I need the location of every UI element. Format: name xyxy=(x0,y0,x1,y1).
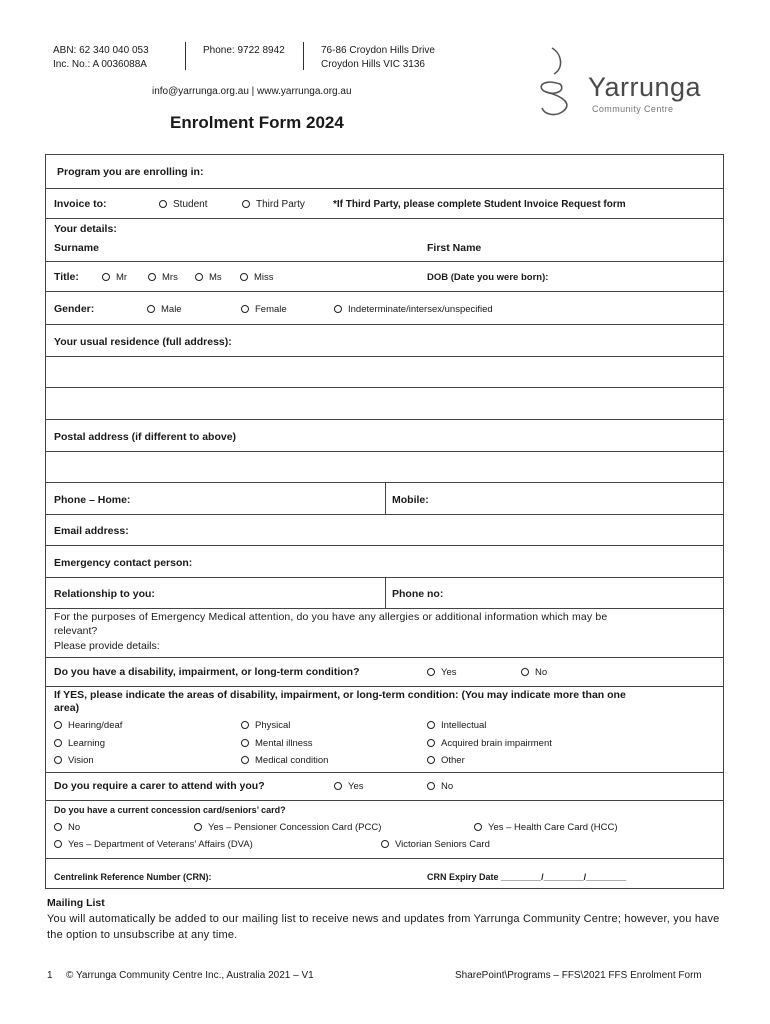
radio-icon xyxy=(427,782,435,790)
gender-female-radio[interactable]: Female xyxy=(241,303,287,316)
radio-icon xyxy=(240,273,248,281)
header-divider xyxy=(185,42,186,70)
title-ms-radio[interactable]: Ms xyxy=(195,271,222,284)
radio-icon xyxy=(148,273,156,281)
concession-seniors-radio[interactable]: Victorian Seniors Card xyxy=(381,838,490,851)
radio-icon xyxy=(194,823,202,831)
inc-no-text: Inc. No.: A 0036088A xyxy=(53,59,147,70)
gender-label: Gender: xyxy=(54,303,95,315)
postal-row[interactable] xyxy=(46,419,723,451)
residence-line-2[interactable] xyxy=(46,356,723,387)
radio-icon xyxy=(427,668,435,676)
header-divider xyxy=(303,42,304,70)
concession-row xyxy=(46,800,723,858)
title-miss-radio[interactable]: Miss xyxy=(240,271,274,284)
postal-line-2[interactable] xyxy=(46,451,723,482)
dob-label: DOB (Date you were born): xyxy=(427,272,549,283)
column-divider xyxy=(385,483,386,514)
areas-question-1: If YES, please indicate the areas of disability, impairment, or long-term condition: (You may indicate more than one xyxy=(54,689,626,701)
gender-male-radio[interactable]: Male xyxy=(147,303,182,316)
medical-text-1: For the purposes of Emergency Medical attention, do you have any allergies or additional information which may be xyxy=(54,611,608,623)
relationship-row xyxy=(46,577,723,608)
emergency-row[interactable] xyxy=(46,545,723,577)
radio-icon xyxy=(147,305,155,313)
emergency-label: Emergency contact person: xyxy=(54,557,193,569)
medical-text-3: Please provide details: xyxy=(54,640,160,652)
concession-question: Do you have a current concession card/seniors’ card? xyxy=(54,805,286,815)
email-row[interactable] xyxy=(46,514,723,545)
yarrunga-logo xyxy=(532,44,732,120)
phone-row xyxy=(46,482,723,514)
gender-row xyxy=(46,291,723,324)
radio-icon xyxy=(427,756,435,764)
area-learning-checkbox[interactable]: Learning xyxy=(54,737,105,750)
surname-label: Surname xyxy=(54,242,99,254)
title-mrs-radio[interactable]: Mrs xyxy=(148,271,178,284)
radio-icon xyxy=(159,200,167,208)
logo-wordmark: Yarrunga xyxy=(588,72,702,102)
area-hearing-checkbox[interactable]: Hearing/deaf xyxy=(54,719,122,732)
phone-no-label: Phone no: xyxy=(392,588,444,600)
invoice-note: *If Third Party, please complete Student Invoice Request form xyxy=(333,199,626,210)
mailing-text: You will automatically be added to our mailing list to receive news and updates from Yarrunga Community Centre; however, you have the option to unsubscribe at any time. xyxy=(47,913,720,941)
radio-icon xyxy=(241,739,249,747)
phone-home-label: Phone – Home: xyxy=(54,494,131,506)
contact-links: info@yarrunga.org.au | www.yarrunga.org.au xyxy=(152,86,352,97)
radio-icon xyxy=(241,756,249,764)
invoice-third-party-radio[interactable]: Third Party xyxy=(242,198,305,211)
area-mental-illness-checkbox[interactable]: Mental illness xyxy=(241,737,313,750)
page-number: 1 xyxy=(47,970,53,981)
area-physical-checkbox[interactable]: Physical xyxy=(241,719,290,732)
radio-icon xyxy=(521,668,529,676)
area-brain-impairment-checkbox[interactable]: Acquired brain impairment xyxy=(427,737,552,750)
carer-question: Do you require a carer to attend with you? xyxy=(54,780,265,792)
program-label: Program you are enrolling in: xyxy=(57,166,204,178)
page-title: Enrolment Form 2024 xyxy=(170,113,344,132)
address-line1: 76-86 Croydon Hills Drive xyxy=(321,45,435,56)
title-label: Title: xyxy=(54,271,79,283)
address-line2: Croydon Hills VIC 3136 xyxy=(321,59,425,70)
crn-row[interactable] xyxy=(46,858,723,890)
mobile-label: Mobile: xyxy=(392,494,429,506)
email-label: Email address: xyxy=(54,525,129,537)
medical-row[interactable] xyxy=(46,608,723,657)
invoice-label: Invoice to: xyxy=(54,198,107,210)
invoice-student-radio[interactable]: Student xyxy=(159,198,207,211)
phone-text: Phone: 9722 8942 xyxy=(203,45,285,56)
radio-icon xyxy=(241,721,249,729)
area-intellectual-checkbox[interactable]: Intellectual xyxy=(427,719,486,732)
disability-question: Do you have a disability, impairment, or long-term condition? xyxy=(54,666,360,678)
title-row xyxy=(46,261,723,291)
area-other-checkbox[interactable]: Other xyxy=(427,754,465,767)
abn-text: ABN: 62 340 040 053 xyxy=(53,45,149,56)
carer-row xyxy=(46,772,723,800)
postal-label: Postal address (if different to above) xyxy=(54,431,237,443)
radio-icon xyxy=(195,273,203,281)
residence-row[interactable] xyxy=(46,324,723,356)
footer-path: SharePoint\Programs – FFS\2021 FFS Enrolment Form xyxy=(455,970,702,981)
footer-copyright: © Yarrunga Community Centre Inc., Australia 2021 – V1 xyxy=(66,970,314,981)
areas-question-2: area) xyxy=(54,702,80,714)
radio-icon xyxy=(102,273,110,281)
mailing-title: Mailing List xyxy=(47,897,105,909)
enrolment-form xyxy=(45,154,724,889)
areas-row xyxy=(46,686,723,772)
radio-icon xyxy=(427,739,435,747)
carer-no-radio[interactable]: No xyxy=(427,780,453,793)
radio-icon xyxy=(427,721,435,729)
column-divider xyxy=(385,578,386,608)
area-medical-checkbox[interactable]: Medical condition xyxy=(241,754,328,767)
radio-icon xyxy=(381,840,389,848)
concession-no-radio[interactable]: No xyxy=(54,821,80,834)
logo-subtitle: Community Centre xyxy=(592,104,674,114)
title-mr-radio[interactable]: Mr xyxy=(102,271,127,284)
first-name-label: First Name xyxy=(427,242,482,254)
radio-icon xyxy=(54,823,62,831)
leaf-icon xyxy=(532,44,592,120)
radio-icon xyxy=(334,305,342,313)
concession-hcc-radio[interactable]: Yes – Health Care Card (HCC) xyxy=(474,821,618,834)
invoice-row xyxy=(46,188,723,218)
radio-icon xyxy=(54,721,62,729)
radio-icon xyxy=(474,823,482,831)
disability-no-radio[interactable]: No xyxy=(521,666,547,679)
radio-icon xyxy=(54,756,62,764)
residence-label: Your usual residence (full address): xyxy=(54,336,232,348)
program-row[interactable] xyxy=(46,155,723,188)
disability-yes-radio[interactable]: Yes xyxy=(427,666,457,679)
radio-icon xyxy=(334,782,342,790)
details-label: Your details: xyxy=(54,223,117,235)
area-vision-checkbox[interactable]: Vision xyxy=(54,754,94,767)
concession-dva-radio[interactable]: Yes – Department of Veterans’ Affairs (DVA) xyxy=(54,838,253,851)
details-row[interactable] xyxy=(46,218,723,261)
carer-yes-radio[interactable]: Yes xyxy=(334,780,364,793)
radio-icon xyxy=(242,200,250,208)
radio-icon xyxy=(54,840,62,848)
crn-label: Centrelink Reference Number (CRN): xyxy=(54,872,212,882)
radio-icon xyxy=(241,305,249,313)
medical-text-2: relevant? xyxy=(54,625,98,637)
residence-line-3[interactable] xyxy=(46,387,723,419)
crn-expiry-label: CRN Expiry Date ________/________/________ xyxy=(427,872,627,882)
concession-pcc-radio[interactable]: Yes – Pensioner Concession Card (PCC) xyxy=(194,821,381,834)
gender-indeterminate-radio[interactable]: Indeterminate/intersex/unspecified xyxy=(334,303,493,316)
radio-icon xyxy=(54,739,62,747)
relationship-label: Relationship to you: xyxy=(54,588,155,600)
disability-row xyxy=(46,657,723,686)
